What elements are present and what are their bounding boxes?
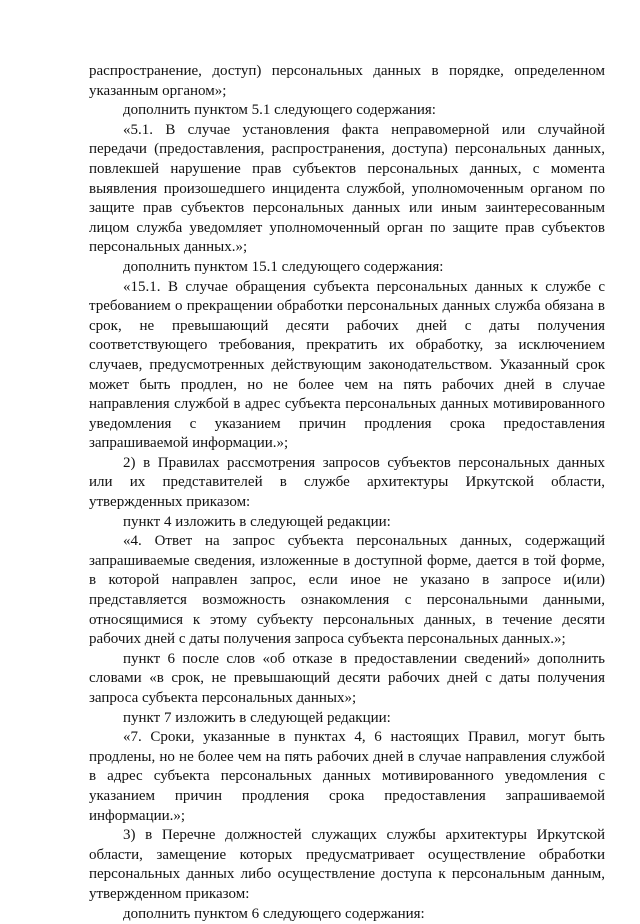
paragraph: пункт 7 изложить в следующей редакции: — [123, 709, 391, 726]
paragraph: распространение, доступ) персональных данных в порядке, определенном указанным органом»; — [89, 63, 605, 99]
paragraph: пункт 4 изложить в следующей редакции: — [123, 513, 391, 530]
paragraph: дополнить пунктом 6 следующего содержания: — [123, 905, 425, 922]
paragraph: дополнить пунктом 5.1 следующего содержания: — [123, 102, 436, 119]
paragraph: 2) в Правилах рассмотрения запросов субъектов персональных данных или их представителей в службе архитектуры Иркутской области, утвержденных приказом: — [89, 454, 605, 511]
paragraph: пункт 6 после слов «об отказе в предоставлении сведений» дополнить словами «в срок, не превышающий десяти рабочих дней с даты получения запроса субъекта персональных данных»; — [89, 650, 605, 706]
paragraph: «4. Ответ на запрос субъекта персональных данных, содержащий запрашиваемые сведения, изложенные в доступной форме, дается в той форме, в которой направлен запрос, если иное не указано в запросе и(или) представляется возможность ознакомления с персональными данными, относящимися к этому субъекту персональных данных, в течение десяти рабочих дней с даты получения запроса субъекта персональных данных.»; — [89, 533, 605, 648]
paragraph: дополнить пунктом 15.1 следующего содержания: — [123, 258, 444, 275]
paragraph: «7. Сроки, указанные в пунктах 4, 6 настоящих Правил, могут быть продлены, но не более чем на пять рабочих дней в случае направления службой в адрес субъекта персональных данных мотивированного уведомления с указанием причин продления срока предоставления запрашиваемой информации.»; — [89, 729, 605, 824]
paragraph: «15.1. В случае обращения субъекта персональных данных к службе с требованием о прекращении обработки персональных данных служба обязана в срок, не превышающий десяти рабочих дней с даты получения соответствующего требования, прекратить их обработку, за исключением случаев, предусмотренных действующим законодательством. Указанный срок может быть продлен, но не более чем на пять рабочих дней в случае направления службой в адрес субъекта персональных данных мотивированного уведомления с указанием причин продления срока предоставления запрашиваемой информации.»; — [89, 278, 605, 452]
paragraph: 3) в Перечне должностей служащих службы архитектуры Иркутской области, замещение которых предусматривает осуществление обработки персональных данных либо осуществление доступа к персональным данным, утвержденном приказом: — [89, 827, 605, 902]
paragraph: «5.1. В случае установления факта неправомерной или случайной передачи (предоставления, распространения, доступа) персональных данных, повлекшей нарушение прав субъектов персональных данных, с момента выявления произошедшего инцидента службой, уполномоченным органом по защите прав субъектов персональных данных или иным заинтересованным лицом служба уведомляет уполномоченный орган по защите прав субъектов персональных данных.»; — [89, 121, 605, 256]
document-page — [89, 62, 605, 924]
